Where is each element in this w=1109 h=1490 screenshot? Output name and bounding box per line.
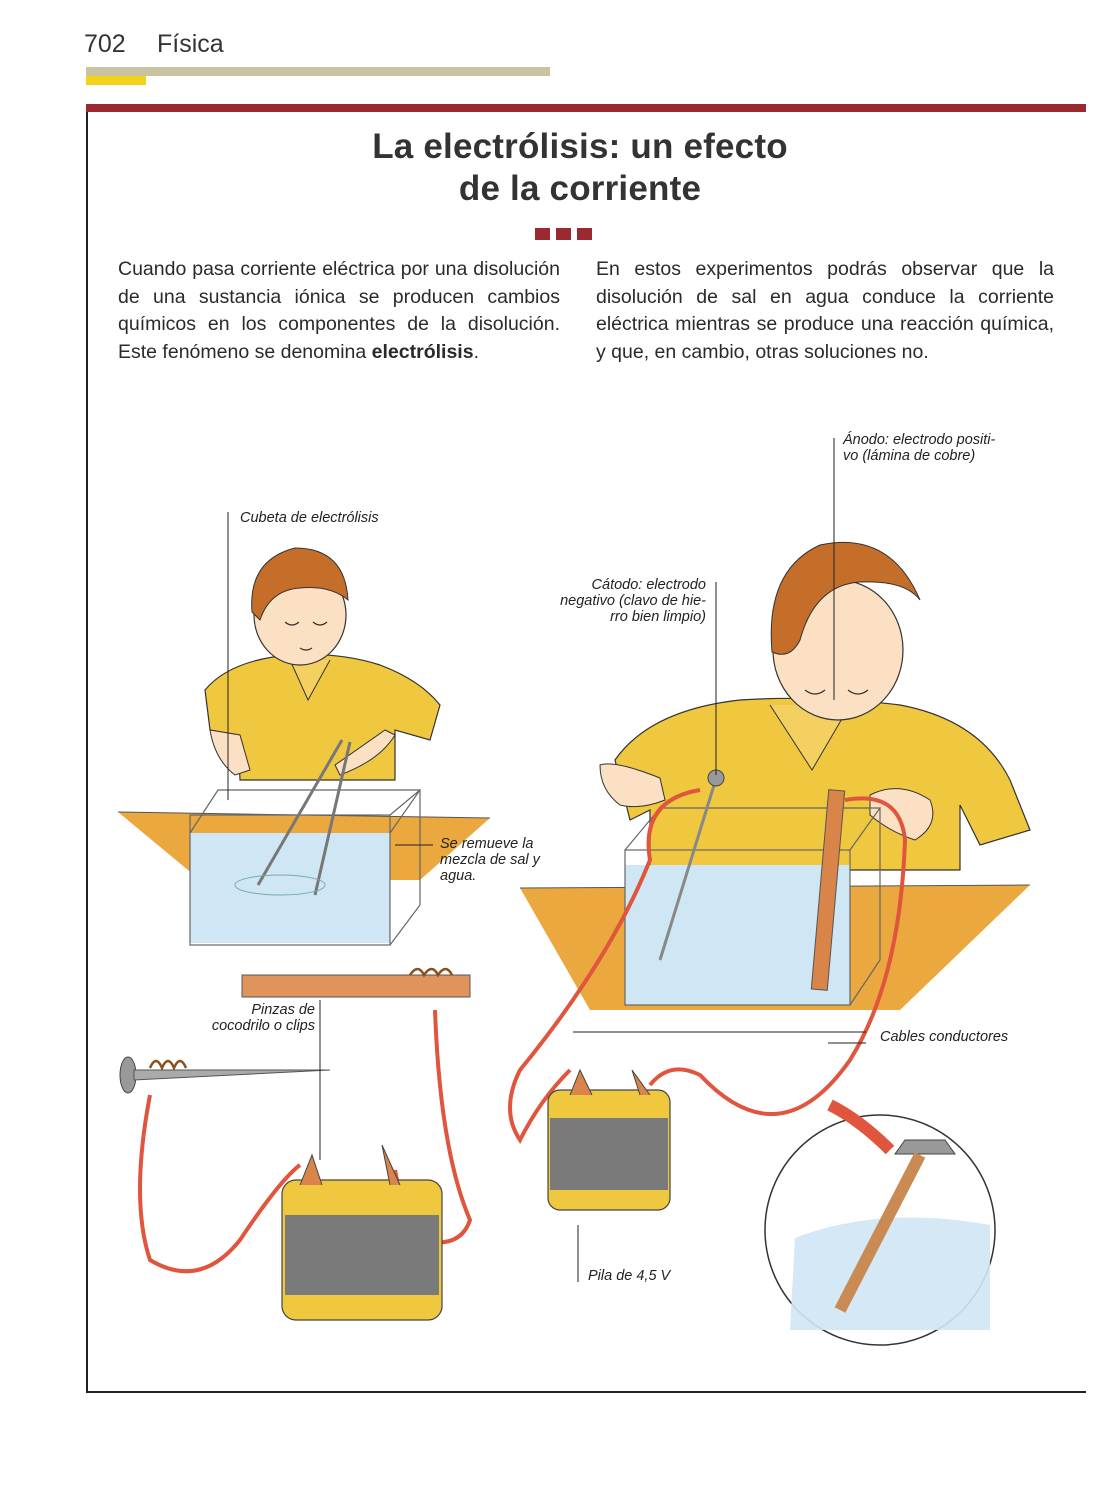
label-anodo-line-1: Ánodo: electrodo positi- bbox=[843, 432, 996, 448]
intro-left-text: Cuando pasa corriente eléctrica por una disolución de una sustancia iónica se producen cambios químicos en los componentes de la disolución. Este fenómeno se denomina bbox=[118, 258, 560, 363]
label-se-remueve-line-1: Se remueve la bbox=[440, 836, 534, 852]
title-line-1: La electrólisis: un efecto bbox=[372, 127, 788, 166]
label-anodo-line-2: vo (lámina de cobre) bbox=[843, 448, 976, 464]
title-line-2: de la corriente bbox=[458, 169, 702, 208]
intro-term-electrolisis: electrólisis bbox=[371, 340, 474, 363]
label-pinzas bbox=[180, 1002, 315, 1034]
left-copper-strip bbox=[242, 975, 470, 997]
left-wire-1 bbox=[140, 1095, 300, 1271]
label-cubeta: Cubeta de electrólisis bbox=[240, 510, 379, 526]
label-pinzas-line-1: Pinzas de bbox=[251, 1002, 315, 1018]
label-se-remueve bbox=[440, 836, 540, 884]
intro-left-end: . bbox=[473, 340, 479, 363]
label-cables: Cables conductores bbox=[880, 1029, 1009, 1045]
label-pinzas-line-2: cocodrilo o clips bbox=[211, 1018, 315, 1034]
label-se-remueve-line-2: mezcla de sal y bbox=[440, 852, 540, 868]
label-pila: Pila de 4,5 V bbox=[588, 1268, 671, 1284]
left-tank-water bbox=[190, 833, 390, 943]
page-number: 702 bbox=[84, 30, 126, 58]
label-catodo-line-2: negativo (clavo de hie- bbox=[560, 593, 706, 609]
label-se-remueve-line-3: agua. bbox=[440, 868, 477, 884]
label-catodo-line-1: Cátodo: electrodo bbox=[591, 577, 706, 593]
section-title: Física bbox=[157, 30, 224, 58]
label-anodo bbox=[843, 432, 995, 464]
label-catodo bbox=[520, 577, 706, 625]
intro-right-paragraph: En estos experimentos podrás observar que la disolución de sal en agua conduce la corriente eléctrica mientras se produce una reacción química, y que, en cambio, otras soluciones no. bbox=[596, 258, 1054, 363]
label-catodo-line-3: rro bien limpio) bbox=[610, 609, 706, 625]
